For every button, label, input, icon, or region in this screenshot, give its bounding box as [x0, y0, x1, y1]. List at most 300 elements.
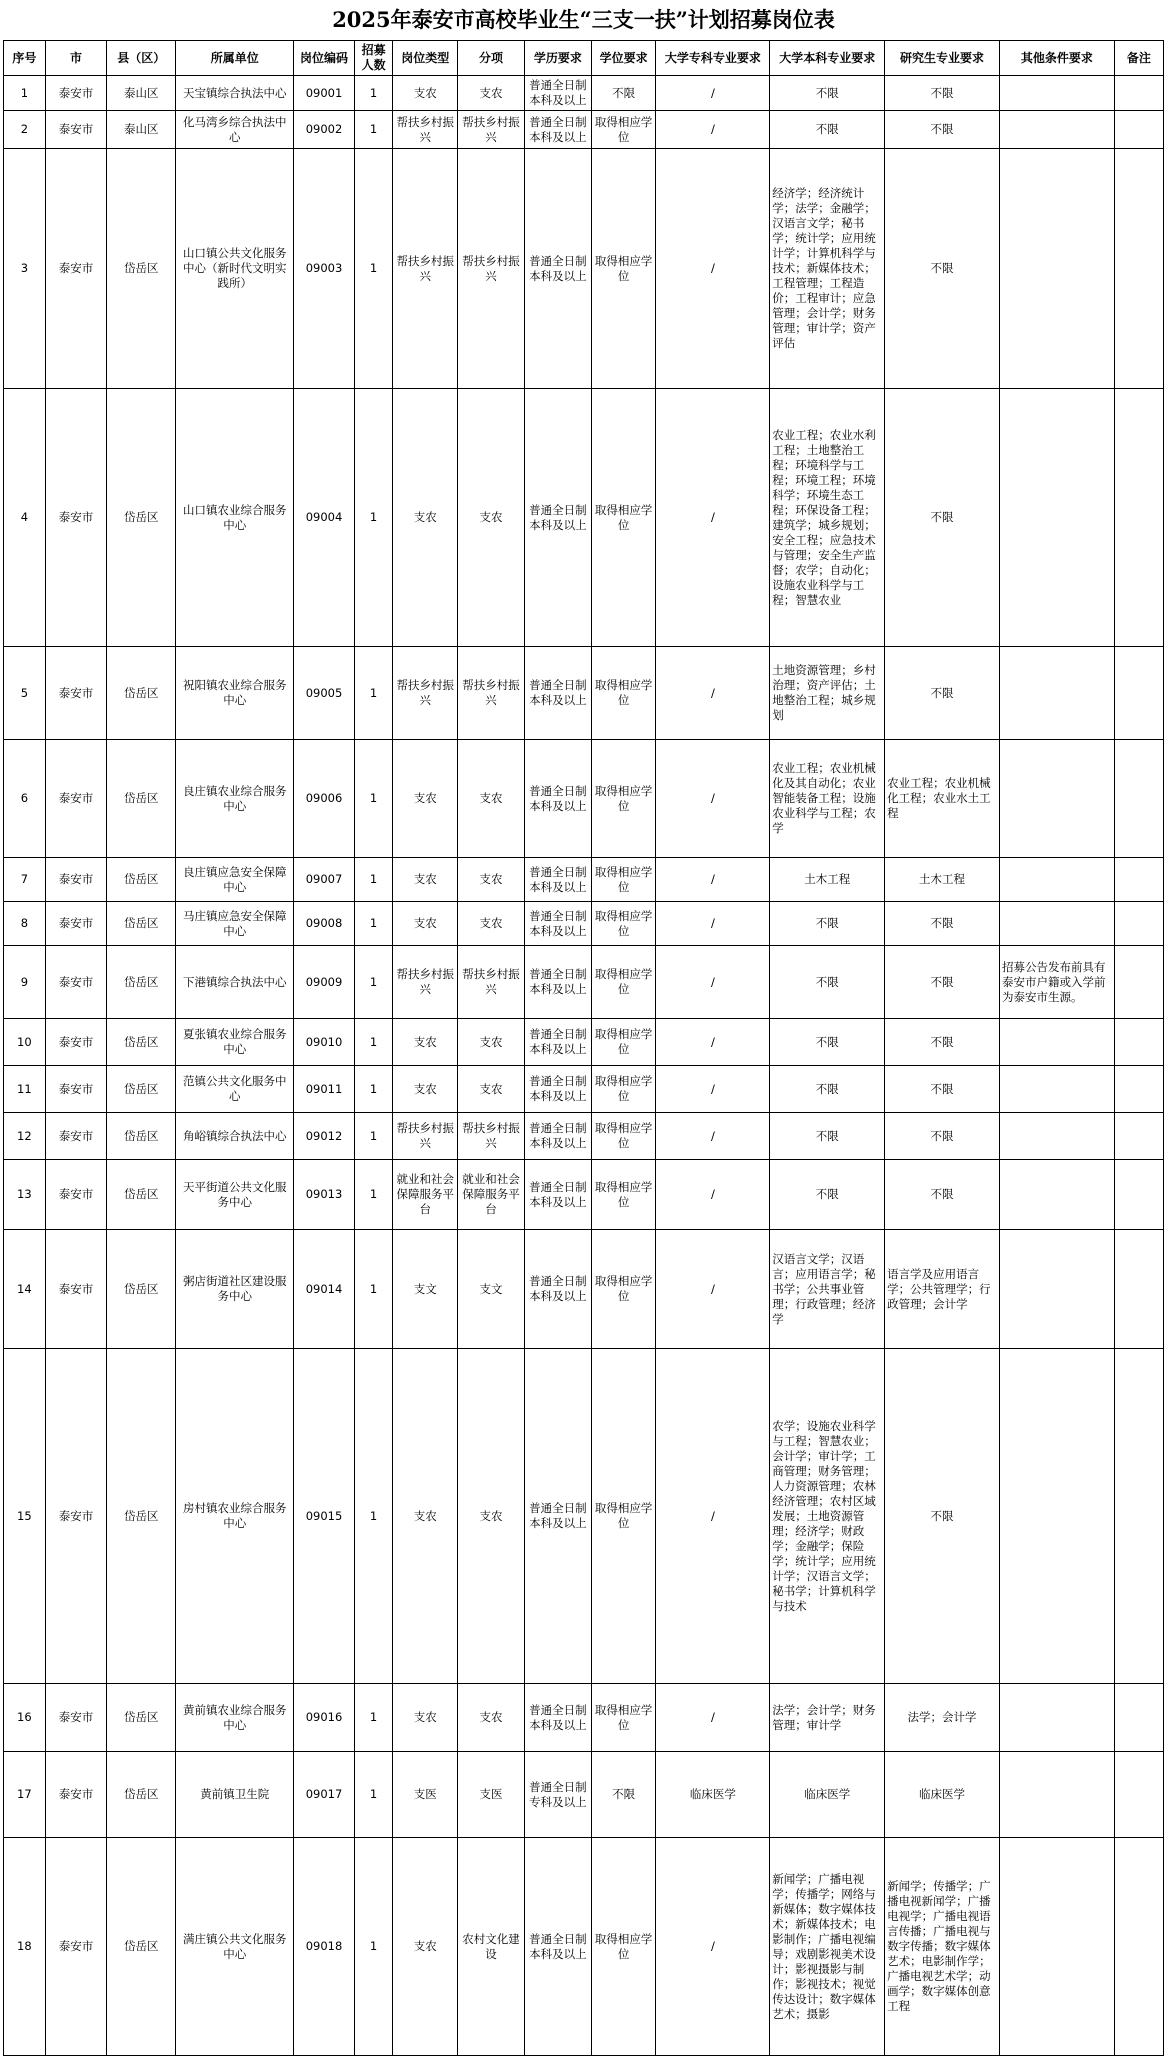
cell-remarks	[1114, 1160, 1163, 1230]
cell-unit: 良庄镇应急安全保障中心	[176, 858, 294, 902]
cell-degree: 取得相应学位	[591, 389, 656, 647]
cell-graduate-major: 不限	[885, 1349, 1000, 1684]
cell-city: 泰安市	[45, 1349, 107, 1684]
cell-post-type: 支医	[393, 1752, 458, 1838]
cell-count: 1	[354, 647, 393, 740]
cell-degree: 取得相应学位	[591, 1684, 656, 1752]
cell-code: 09013	[294, 1160, 355, 1230]
cell-unit: 马庄镇应急安全保障中心	[176, 902, 294, 946]
cell-bachelor-major: 法学；会计学；财务管理；审计学	[770, 1684, 885, 1752]
cell-remarks	[1114, 76, 1163, 111]
header-unit: 所属单位	[176, 41, 294, 76]
cell-county: 岱岳区	[107, 1838, 176, 2056]
table-row	[4, 1019, 1164, 1066]
cell-education: 普通全日制本科及以上	[524, 1349, 591, 1684]
cell-bachelor-major: 不限	[770, 946, 885, 1019]
cell-code: 09011	[294, 1066, 355, 1113]
cell-code: 09003	[294, 149, 355, 389]
cell-unit: 房村镇农业综合服务中心	[176, 1349, 294, 1684]
cell-subitem: 支农	[458, 1684, 525, 1752]
cell-seq: 3	[4, 149, 46, 389]
cell-city: 泰安市	[45, 1066, 107, 1113]
cell-county: 岱岳区	[107, 1113, 176, 1160]
cell-degree: 取得相应学位	[591, 740, 656, 858]
cell-other-conditions	[999, 902, 1114, 946]
cell-city: 泰安市	[45, 647, 107, 740]
table-row	[4, 1066, 1164, 1113]
cell-degree: 取得相应学位	[591, 1113, 656, 1160]
cell-code: 09014	[294, 1230, 355, 1349]
table-row	[4, 76, 1164, 111]
cell-college-major: 临床医学	[656, 1752, 770, 1838]
cell-seq: 1	[4, 76, 46, 111]
cell-degree: 取得相应学位	[591, 1160, 656, 1230]
cell-degree: 取得相应学位	[591, 111, 656, 149]
cell-seq: 10	[4, 1019, 46, 1066]
cell-remarks	[1114, 1230, 1163, 1349]
cell-code: 09001	[294, 76, 355, 111]
cell-other-conditions	[999, 76, 1114, 111]
cell-bachelor-major: 不限	[770, 1113, 885, 1160]
cell-graduate-major: 法学；会计学	[885, 1684, 1000, 1752]
cell-unit: 良庄镇农业综合服务中心	[176, 740, 294, 858]
cell-education: 普通全日制本科及以上	[524, 1230, 591, 1349]
cell-unit: 山口镇农业综合服务中心	[176, 389, 294, 647]
cell-county: 岱岳区	[107, 946, 176, 1019]
cell-remarks	[1114, 1838, 1163, 2056]
cell-graduate-major: 临床医学	[885, 1752, 1000, 1838]
cell-college-major: /	[656, 858, 770, 902]
cell-city: 泰安市	[45, 858, 107, 902]
cell-unit: 角峪镇综合执法中心	[176, 1113, 294, 1160]
cell-county: 岱岳区	[107, 647, 176, 740]
cell-education: 普通全日制本科及以上	[524, 946, 591, 1019]
cell-degree: 不限	[591, 76, 656, 111]
cell-county: 岱岳区	[107, 1684, 176, 1752]
cell-county: 岱岳区	[107, 1019, 176, 1066]
header-count: 招募人数	[354, 41, 393, 76]
cell-city: 泰安市	[45, 1838, 107, 2056]
cell-bachelor-major: 临床医学	[770, 1752, 885, 1838]
table-row	[4, 1113, 1164, 1160]
header-code: 岗位编码	[294, 41, 355, 76]
cell-education: 普通全日制本科及以上	[524, 647, 591, 740]
cell-code: 09017	[294, 1752, 355, 1838]
cell-seq: 12	[4, 1113, 46, 1160]
cell-count: 1	[354, 1160, 393, 1230]
cell-remarks	[1114, 1113, 1163, 1160]
cell-count: 1	[354, 76, 393, 111]
cell-count: 1	[354, 858, 393, 902]
header-bachelor-major: 大学本科专业要求	[770, 41, 885, 76]
cell-post-type: 帮扶乡村振兴	[393, 111, 458, 149]
cell-county: 岱岳区	[107, 1349, 176, 1684]
cell-bachelor-major: 农学；设施农业科学与工程；智慧农业；会计学；审计学；工商管理；财务管理；人力资源管理；农林经济管理；农村区域发展；土地资源管理；经济学；财政学；金融学；保险学；统计学；应用统计学；汉语言文学；秘书学；计算机科学与技术	[770, 1349, 885, 1684]
cell-education: 普通全日制本科及以上	[524, 1838, 591, 2056]
cell-subitem: 帮扶乡村振兴	[458, 111, 525, 149]
cell-code: 09010	[294, 1019, 355, 1066]
cell-county: 岱岳区	[107, 389, 176, 647]
cell-seq: 15	[4, 1349, 46, 1684]
cell-post-type: 支农	[393, 389, 458, 647]
table-row	[4, 1160, 1164, 1230]
cell-county: 岱岳区	[107, 1066, 176, 1113]
cell-unit: 山口镇公共文化服务中心（新时代文明实践所）	[176, 149, 294, 389]
cell-code: 09005	[294, 647, 355, 740]
cell-college-major: /	[656, 111, 770, 149]
cell-subitem: 帮扶乡村振兴	[458, 647, 525, 740]
cell-unit: 黄前镇农业综合服务中心	[176, 1684, 294, 1752]
table-row	[4, 1838, 1164, 2056]
cell-subitem: 支农	[458, 1066, 525, 1113]
cell-education: 普通全日制本科及以上	[524, 1019, 591, 1066]
cell-remarks	[1114, 1019, 1163, 1066]
cell-subitem: 支文	[458, 1230, 525, 1349]
cell-post-type: 帮扶乡村振兴	[393, 946, 458, 1019]
table-row	[4, 389, 1164, 647]
cell-degree: 取得相应学位	[591, 902, 656, 946]
cell-college-major: /	[656, 1160, 770, 1230]
cell-city: 泰安市	[45, 149, 107, 389]
cell-college-major: /	[656, 946, 770, 1019]
cell-count: 1	[354, 946, 393, 1019]
cell-other-conditions	[999, 1160, 1114, 1230]
cell-graduate-major: 不限	[885, 111, 1000, 149]
cell-graduate-major: 语言学及应用语言学；公共管理学；行政管理；会计学	[885, 1230, 1000, 1349]
cell-subitem: 支医	[458, 1752, 525, 1838]
cell-remarks	[1114, 902, 1163, 946]
header-graduate-major: 研究生专业要求	[885, 41, 1000, 76]
cell-unit: 祝阳镇农业综合服务中心	[176, 647, 294, 740]
cell-college-major: /	[656, 149, 770, 389]
cell-count: 1	[354, 902, 393, 946]
cell-college-major: /	[656, 902, 770, 946]
cell-seq: 11	[4, 1066, 46, 1113]
cell-unit: 天平街道公共文化服务中心	[176, 1160, 294, 1230]
cell-count: 1	[354, 1066, 393, 1113]
cell-education: 普通全日制本科及以上	[524, 858, 591, 902]
cell-other-conditions	[999, 111, 1114, 149]
cell-graduate-major: 不限	[885, 389, 1000, 647]
cell-seq: 2	[4, 111, 46, 149]
header-remarks: 备注	[1114, 41, 1163, 76]
cell-seq: 18	[4, 1838, 46, 2056]
table-row	[4, 858, 1164, 902]
cell-seq: 17	[4, 1752, 46, 1838]
cell-remarks	[1114, 1684, 1163, 1752]
cell-other-conditions	[999, 389, 1114, 647]
cell-city: 泰安市	[45, 76, 107, 111]
cell-city: 泰安市	[45, 740, 107, 858]
table-row	[4, 946, 1164, 1019]
cell-unit: 下港镇综合执法中心	[176, 946, 294, 1019]
header-college-major: 大学专科专业要求	[656, 41, 770, 76]
table-row	[4, 740, 1164, 858]
cell-education: 普通全日制专科及以上	[524, 1752, 591, 1838]
header-post-type: 岗位类型	[393, 41, 458, 76]
cell-post-type: 支农	[393, 740, 458, 858]
cell-remarks	[1114, 1752, 1163, 1838]
cell-post-type: 帮扶乡村振兴	[393, 1113, 458, 1160]
table-row	[4, 149, 1164, 389]
cell-college-major: /	[656, 389, 770, 647]
table-row	[4, 1684, 1164, 1752]
header-education: 学历要求	[524, 41, 591, 76]
cell-subitem: 支农	[458, 1019, 525, 1066]
cell-college-major: /	[656, 1019, 770, 1066]
cell-city: 泰安市	[45, 1230, 107, 1349]
header-seq: 序号	[4, 41, 46, 76]
cell-city: 泰安市	[45, 1752, 107, 1838]
header-subitem: 分项	[458, 41, 525, 76]
cell-post-type: 支农	[393, 1684, 458, 1752]
cell-college-major: /	[656, 1230, 770, 1349]
cell-count: 1	[354, 1019, 393, 1066]
cell-other-conditions	[999, 1019, 1114, 1066]
cell-unit: 范镇公共文化服务中心	[176, 1066, 294, 1113]
cell-education: 普通全日制本科及以上	[524, 149, 591, 389]
cell-bachelor-major: 不限	[770, 1066, 885, 1113]
cell-post-type: 支农	[393, 858, 458, 902]
recruitment-table	[3, 40, 1164, 2056]
cell-subitem: 支农	[458, 1349, 525, 1684]
cell-education: 普通全日制本科及以上	[524, 902, 591, 946]
cell-post-type: 支农	[393, 1066, 458, 1113]
cell-graduate-major: 新闻学；传播学；广播电视新闻学；广播电视学；广播电视语言传播；广播电视与数字传播；数字媒体艺术；电影制作学；广播电视艺术学；动画学；数字媒体创意工程	[885, 1838, 1000, 2056]
cell-seq: 8	[4, 902, 46, 946]
table-title: 2025年泰安市高校毕业生“三支一扶”计划招募岗位表	[332, 7, 835, 32]
cell-education: 普通全日制本科及以上	[524, 1684, 591, 1752]
cell-bachelor-major: 不限	[770, 902, 885, 946]
cell-count: 1	[354, 1349, 393, 1684]
cell-education: 普通全日制本科及以上	[524, 740, 591, 858]
cell-education: 普通全日制本科及以上	[524, 1160, 591, 1230]
cell-remarks	[1114, 1066, 1163, 1113]
cell-subitem: 支农	[458, 740, 525, 858]
cell-remarks	[1114, 389, 1163, 647]
cell-other-conditions	[999, 1838, 1114, 2056]
cell-unit: 化马湾乡综合执法中心	[176, 111, 294, 149]
cell-subitem: 农村文化建设	[458, 1838, 525, 2056]
cell-college-major: /	[656, 1684, 770, 1752]
cell-bachelor-major: 农业工程；农业水利工程；土地整治工程；环境科学与工程；环境工程；环境科学；环境生态工程；环保设备工程；建筑学；城乡规划；安全工程；应急技术与管理；安全生产监督；农学；自动化；设施农业科学与工程；智慧农业	[770, 389, 885, 647]
cell-county: 岱岳区	[107, 858, 176, 902]
cell-count: 1	[354, 1838, 393, 2056]
cell-degree: 取得相应学位	[591, 946, 656, 1019]
cell-county: 岱岳区	[107, 740, 176, 858]
cell-county: 泰山区	[107, 111, 176, 149]
cell-unit: 天宝镇综合执法中心	[176, 76, 294, 111]
header-degree: 学位要求	[591, 41, 656, 76]
cell-city: 泰安市	[45, 902, 107, 946]
cell-code: 09002	[294, 111, 355, 149]
cell-post-type: 支农	[393, 902, 458, 946]
cell-bachelor-major: 汉语言文学；汉语言；应用语言学；秘书学；公共事业管理；行政管理；经济学	[770, 1230, 885, 1349]
cell-degree: 取得相应学位	[591, 858, 656, 902]
cell-college-major: /	[656, 1066, 770, 1113]
cell-degree: 取得相应学位	[591, 1838, 656, 2056]
cell-education: 普通全日制本科及以上	[524, 389, 591, 647]
cell-seq: 16	[4, 1684, 46, 1752]
cell-bachelor-major: 经济学；经济统计学；法学；金融学；汉语言文学；秘书学；统计学；应用统计学；计算机科学与技术；新媒体技术；工程管理；工程造价；工程审计；应急管理；会计学；财务管理；审计学；资产评估	[770, 149, 885, 389]
cell-subitem: 帮扶乡村振兴	[458, 946, 525, 1019]
table-row	[4, 111, 1164, 149]
cell-post-type: 支农	[393, 76, 458, 111]
cell-bachelor-major: 土木工程	[770, 858, 885, 902]
cell-graduate-major: 不限	[885, 1113, 1000, 1160]
cell-graduate-major: 不限	[885, 149, 1000, 389]
header-city: 市	[45, 41, 107, 76]
cell-remarks	[1114, 740, 1163, 858]
cell-degree: 取得相应学位	[591, 1019, 656, 1066]
cell-subitem: 支农	[458, 902, 525, 946]
cell-unit: 黄前镇卫生院	[176, 1752, 294, 1838]
cell-seq: 4	[4, 389, 46, 647]
cell-post-type: 支农	[393, 1349, 458, 1684]
cell-education: 普通全日制本科及以上	[524, 76, 591, 111]
cell-graduate-major: 农业工程；农业机械化工程；农业水土工程	[885, 740, 1000, 858]
cell-seq: 14	[4, 1230, 46, 1349]
cell-bachelor-major: 不限	[770, 76, 885, 111]
cell-degree: 取得相应学位	[591, 647, 656, 740]
cell-degree: 取得相应学位	[591, 1230, 656, 1349]
cell-graduate-major: 不限	[885, 1019, 1000, 1066]
cell-unit: 满庄镇公共文化服务中心	[176, 1838, 294, 2056]
cell-count: 1	[354, 1684, 393, 1752]
cell-code: 09009	[294, 946, 355, 1019]
cell-count: 1	[354, 389, 393, 647]
cell-city: 泰安市	[45, 1160, 107, 1230]
cell-remarks	[1114, 858, 1163, 902]
table-row	[4, 647, 1164, 740]
cell-degree: 取得相应学位	[591, 149, 656, 389]
cell-county: 岱岳区	[107, 149, 176, 389]
cell-count: 1	[354, 111, 393, 149]
cell-bachelor-major: 农业工程；农业机械化及其自动化；农业智能装备工程；设施农业科学与工程；农学	[770, 740, 885, 858]
cell-other-conditions	[999, 858, 1114, 902]
cell-other-conditions	[999, 149, 1114, 389]
cell-education: 普通全日制本科及以上	[524, 1066, 591, 1113]
cell-count: 1	[354, 149, 393, 389]
cell-graduate-major: 不限	[885, 1160, 1000, 1230]
cell-post-type: 就业和社会保障服务平台	[393, 1160, 458, 1230]
cell-city: 泰安市	[45, 111, 107, 149]
cell-remarks	[1114, 111, 1163, 149]
cell-other-conditions: 招募公告发布前具有泰安市户籍或入学前为泰安市生源。	[999, 946, 1114, 1019]
cell-remarks	[1114, 1349, 1163, 1684]
cell-bachelor-major: 土地资源管理；乡村治理；资产评估；土地整治工程；城乡规划	[770, 647, 885, 740]
table-row	[4, 902, 1164, 946]
cell-post-type: 支农	[393, 1019, 458, 1066]
cell-count: 1	[354, 1113, 393, 1160]
cell-code: 09012	[294, 1113, 355, 1160]
cell-other-conditions	[999, 1684, 1114, 1752]
cell-unit: 夏张镇农业综合服务中心	[176, 1019, 294, 1066]
cell-post-type: 帮扶乡村振兴	[393, 149, 458, 389]
cell-college-major: /	[656, 740, 770, 858]
cell-degree: 不限	[591, 1752, 656, 1838]
cell-other-conditions	[999, 1230, 1114, 1349]
cell-bachelor-major: 不限	[770, 111, 885, 149]
cell-count: 1	[354, 1230, 393, 1349]
cell-education: 普通全日制本科及以上	[524, 111, 591, 149]
cell-county: 岱岳区	[107, 1752, 176, 1838]
cell-graduate-major: 不限	[885, 946, 1000, 1019]
cell-other-conditions	[999, 1349, 1114, 1684]
cell-subitem: 就业和社会保障服务平台	[458, 1160, 525, 1230]
cell-college-major: /	[656, 1838, 770, 2056]
cell-college-major: /	[656, 1349, 770, 1684]
cell-county: 岱岳区	[107, 1230, 176, 1349]
cell-city: 泰安市	[45, 1113, 107, 1160]
cell-county: 泰山区	[107, 76, 176, 111]
cell-degree: 取得相应学位	[591, 1349, 656, 1684]
cell-bachelor-major: 不限	[770, 1160, 885, 1230]
cell-graduate-major: 不限	[885, 76, 1000, 111]
table-row	[4, 1752, 1164, 1838]
cell-seq: 6	[4, 740, 46, 858]
cell-other-conditions	[999, 1066, 1114, 1113]
cell-post-type: 支农	[393, 1838, 458, 2056]
cell-count: 1	[354, 740, 393, 858]
cell-code: 09006	[294, 740, 355, 858]
cell-unit: 粥店街道社区建设服务中心	[176, 1230, 294, 1349]
cell-college-major: /	[656, 76, 770, 111]
cell-graduate-major: 不限	[885, 647, 1000, 740]
cell-code: 09015	[294, 1349, 355, 1684]
cell-other-conditions	[999, 647, 1114, 740]
cell-code: 09018	[294, 1838, 355, 2056]
cell-remarks	[1114, 946, 1163, 1019]
cell-seq: 5	[4, 647, 46, 740]
cell-seq: 13	[4, 1160, 46, 1230]
cell-subitem: 帮扶乡村振兴	[458, 149, 525, 389]
header-county: 县（区）	[107, 41, 176, 76]
cell-code: 09008	[294, 902, 355, 946]
cell-city: 泰安市	[45, 946, 107, 1019]
cell-code: 09007	[294, 858, 355, 902]
cell-county: 岱岳区	[107, 902, 176, 946]
cell-graduate-major: 土木工程	[885, 858, 1000, 902]
cell-graduate-major: 不限	[885, 1066, 1000, 1113]
cell-post-type: 支文	[393, 1230, 458, 1349]
cell-remarks	[1114, 149, 1163, 389]
cell-code: 09004	[294, 389, 355, 647]
cell-county: 岱岳区	[107, 1160, 176, 1230]
cell-post-type: 帮扶乡村振兴	[393, 647, 458, 740]
cell-college-major: /	[656, 1113, 770, 1160]
cell-city: 泰安市	[45, 389, 107, 647]
header-other-conditions: 其他条件要求	[999, 41, 1114, 76]
cell-city: 泰安市	[45, 1684, 107, 1752]
cell-count: 1	[354, 1752, 393, 1838]
cell-code: 09016	[294, 1684, 355, 1752]
cell-subitem: 支农	[458, 389, 525, 647]
cell-subitem: 帮扶乡村振兴	[458, 1113, 525, 1160]
cell-bachelor-major: 不限	[770, 1019, 885, 1066]
cell-education: 普通全日制本科及以上	[524, 1113, 591, 1160]
cell-other-conditions	[999, 1113, 1114, 1160]
header-row	[4, 41, 1164, 76]
cell-degree: 取得相应学位	[591, 1066, 656, 1113]
cell-city: 泰安市	[45, 1019, 107, 1066]
cell-subitem: 支农	[458, 858, 525, 902]
cell-graduate-major: 不限	[885, 902, 1000, 946]
cell-other-conditions	[999, 1752, 1114, 1838]
cell-college-major: /	[656, 647, 770, 740]
cell-subitem: 支农	[458, 76, 525, 111]
cell-remarks	[1114, 647, 1163, 740]
